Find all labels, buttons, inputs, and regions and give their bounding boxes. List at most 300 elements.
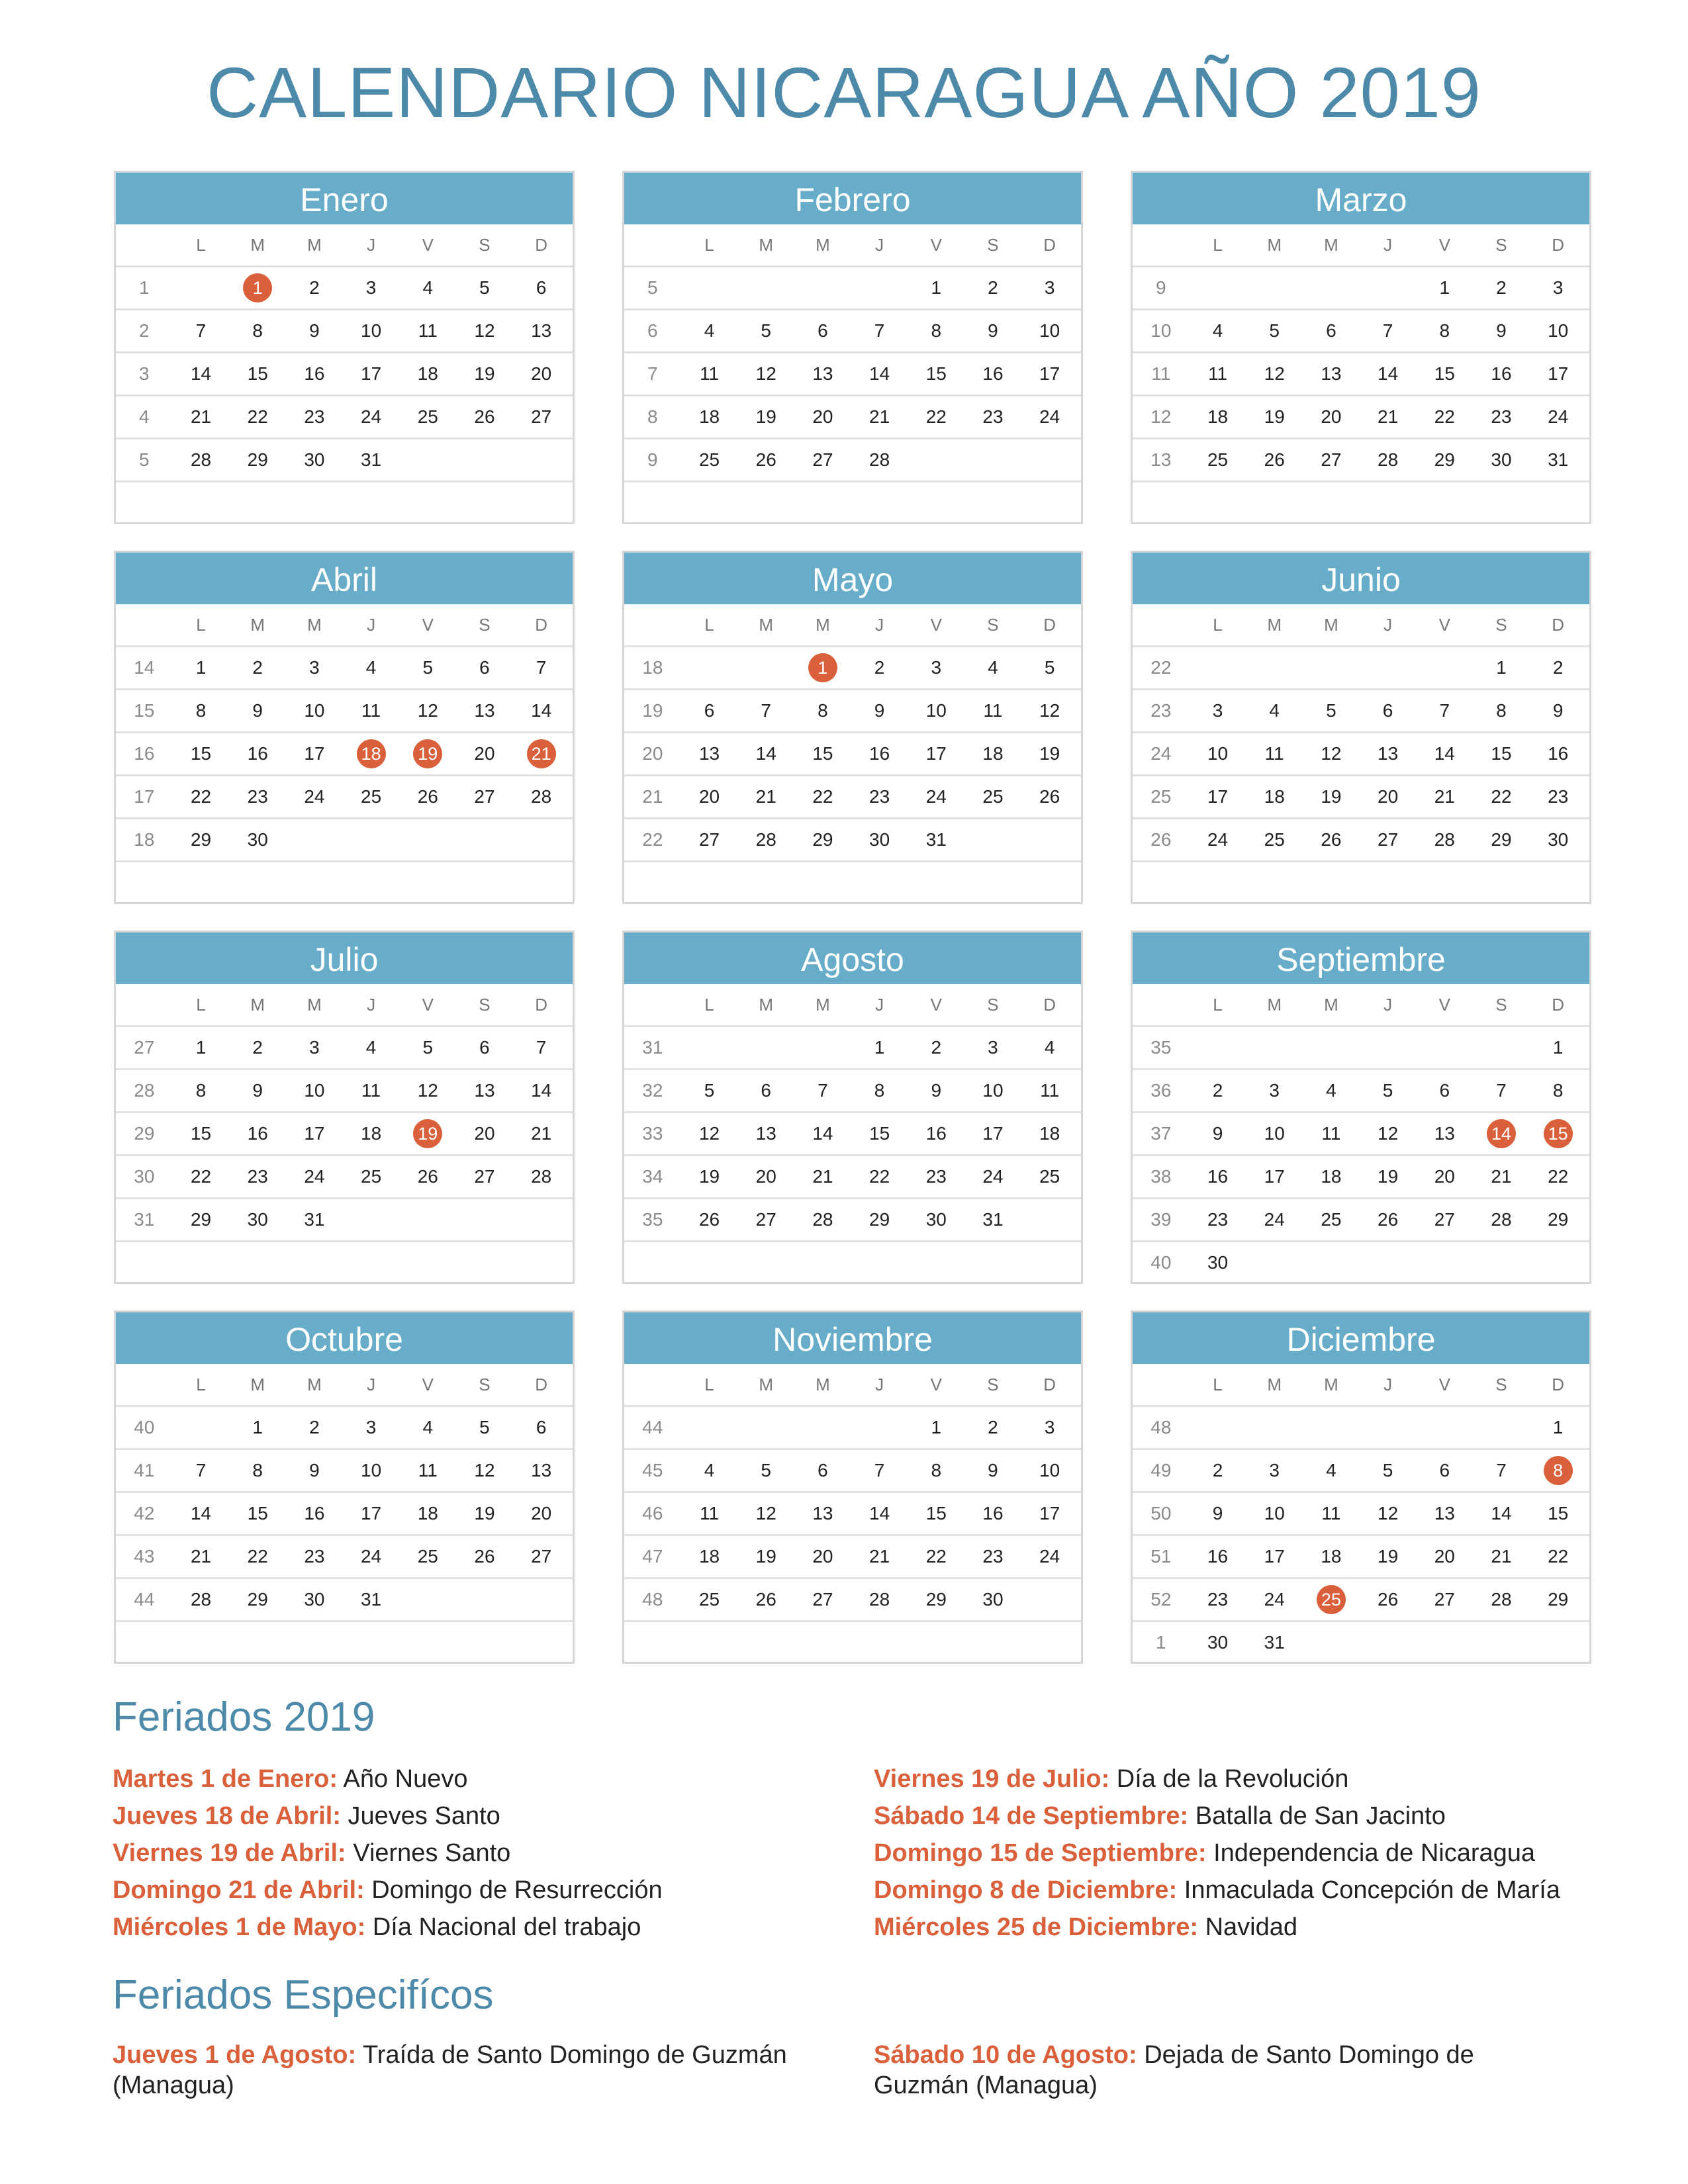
day-cell: 29 xyxy=(1434,449,1455,470)
week-number: 8 xyxy=(647,406,658,427)
day-cell xyxy=(964,862,1021,905)
day-cell xyxy=(1530,1242,1587,1285)
week-number: 15 xyxy=(134,700,155,721)
holiday-marker: 1 xyxy=(808,653,837,682)
day-cell xyxy=(1473,862,1530,905)
day-cell xyxy=(1190,267,1246,308)
day-cell: 5 xyxy=(479,1417,490,1437)
day-cell: 15 xyxy=(247,363,268,384)
day-cell: 24 xyxy=(1207,829,1229,850)
holiday-date: Sábado 10 de Agosto: xyxy=(874,2041,1137,2069)
day-cell: 29 xyxy=(247,449,268,470)
weekday-label: L xyxy=(1213,995,1223,1015)
month-name: Abril xyxy=(116,553,573,604)
day-cell: 9 xyxy=(874,700,885,721)
day-cell: 10 xyxy=(1207,743,1229,764)
weekday-label: L xyxy=(196,235,206,255)
weekday-label: M xyxy=(1267,995,1282,1015)
week-number: 3 xyxy=(139,363,150,384)
especificos-title: Feriados Especifícos xyxy=(113,1972,494,2018)
day-cell: 18 xyxy=(1321,1166,1342,1187)
day-cell xyxy=(1021,1579,1078,1620)
feriados-list-left xyxy=(113,1760,663,1946)
day-cell: 10 xyxy=(1548,320,1569,341)
day-cell xyxy=(456,1199,513,1240)
day-cell: 28 xyxy=(531,1166,552,1187)
day-cell: 3 xyxy=(309,657,320,678)
week-row xyxy=(624,353,1081,396)
week-number-header xyxy=(1133,1364,1190,1405)
weekday-label: J xyxy=(1383,995,1393,1015)
weekday-row xyxy=(1133,1364,1589,1407)
weekday-label: S xyxy=(987,995,999,1015)
week-number: 4 xyxy=(139,406,150,427)
day-cell: 2 xyxy=(252,657,263,678)
month-name: Mayo xyxy=(624,553,1081,604)
day-cell: 12 xyxy=(755,363,776,384)
day-cell: 29 xyxy=(869,1209,890,1230)
day-cell: 26 xyxy=(1378,1589,1399,1610)
day-cell: 6 xyxy=(1439,1460,1450,1480)
weekday-label: M xyxy=(1267,615,1282,635)
week-row xyxy=(1133,1113,1589,1156)
day-cell xyxy=(1190,862,1246,905)
day-cell: 31 xyxy=(925,829,947,850)
day-cell: 6 xyxy=(818,320,828,341)
day-cell xyxy=(456,1242,513,1285)
day-cell: 13 xyxy=(531,320,552,341)
day-cell: 18 xyxy=(361,1123,382,1144)
day-cell: 4 xyxy=(365,657,377,678)
holiday-name: Inmaculada Concepción de María xyxy=(1184,1876,1560,1904)
day-cell xyxy=(399,482,456,525)
weekday-label: D xyxy=(1043,995,1056,1015)
week-row xyxy=(624,439,1081,482)
holiday-item xyxy=(113,1797,663,1835)
holiday-day xyxy=(794,647,851,688)
weekday-label: L xyxy=(1213,235,1223,255)
week-number-header xyxy=(116,1364,173,1405)
day-cell: 10 xyxy=(304,700,325,721)
day-cell: 17 xyxy=(982,1123,1004,1144)
day-cell: 28 xyxy=(869,1589,890,1610)
week-row xyxy=(1133,353,1589,396)
day-cell: 11 xyxy=(1321,1503,1341,1524)
day-cell: 19 xyxy=(1264,406,1285,427)
week-row xyxy=(116,1199,573,1242)
week-number: 46 xyxy=(642,1503,663,1524)
week-number: 25 xyxy=(1150,786,1172,807)
day-cell: 14 xyxy=(1491,1503,1512,1524)
day-cell: 19 xyxy=(1321,786,1342,807)
day-cell xyxy=(908,439,964,480)
week-number xyxy=(1133,482,1190,525)
day-cell: 15 xyxy=(869,1123,890,1144)
week-row xyxy=(1133,1027,1589,1070)
day-cell xyxy=(1303,482,1360,525)
day-cell: 13 xyxy=(474,700,495,721)
weekday-label: V xyxy=(422,995,434,1015)
day-cell: 26 xyxy=(1378,1209,1399,1230)
weekday-label: D xyxy=(1552,615,1565,635)
day-cell: 24 xyxy=(1039,406,1060,427)
day-cell: 14 xyxy=(869,1503,890,1524)
day-cell: 13 xyxy=(1378,743,1399,764)
weekday-label: S xyxy=(479,615,491,635)
day-cell: 30 xyxy=(1207,1632,1229,1653)
day-cell: 11 xyxy=(1040,1080,1060,1101)
weekday-label: D xyxy=(1043,235,1056,255)
week-row xyxy=(116,776,573,819)
day-cell: 12 xyxy=(417,700,438,721)
weekday-label: V xyxy=(1438,235,1450,255)
holiday-item xyxy=(874,1909,1560,1946)
day-cell xyxy=(456,1579,513,1620)
day-cell xyxy=(1246,1027,1303,1068)
month-diciembre xyxy=(1131,1310,1591,1664)
especifico-item xyxy=(113,2040,808,2101)
day-cell: 26 xyxy=(417,786,438,807)
day-cell: 2 xyxy=(1212,1080,1223,1101)
week-row xyxy=(116,482,573,525)
holiday-name: Año Nuevo xyxy=(343,1765,468,1793)
week-number xyxy=(116,1622,173,1665)
day-cell xyxy=(1190,647,1246,688)
day-cell: 10 xyxy=(1039,1460,1060,1480)
week-row xyxy=(1133,690,1589,733)
day-cell xyxy=(794,1622,851,1665)
day-cell: 12 xyxy=(1378,1123,1399,1144)
day-cell: 20 xyxy=(531,363,552,384)
day-cell: 21 xyxy=(190,1546,212,1567)
day-cell xyxy=(1303,1242,1360,1285)
day-cell xyxy=(173,482,230,525)
day-cell xyxy=(737,267,794,308)
day-cell: 29 xyxy=(812,829,833,850)
weekday-label: J xyxy=(1383,1375,1393,1394)
weekday-label: M xyxy=(307,1375,322,1394)
day-cell: 15 xyxy=(190,743,212,764)
week-row xyxy=(116,1156,573,1199)
week-row xyxy=(624,1027,1081,1070)
day-cell: 6 xyxy=(1439,1080,1450,1101)
day-cell: 12 xyxy=(474,320,495,341)
holiday-item xyxy=(113,1760,663,1797)
week-row xyxy=(1133,1242,1589,1285)
week-number: 19 xyxy=(642,700,663,721)
day-cell xyxy=(286,819,343,860)
day-cell xyxy=(343,1199,400,1240)
day-cell: 30 xyxy=(304,1589,325,1610)
day-cell: 8 xyxy=(874,1080,885,1101)
week-row xyxy=(116,690,573,733)
week-number: 16 xyxy=(134,743,155,764)
day-cell: 27 xyxy=(755,1209,776,1230)
week-number: 17 xyxy=(134,786,155,807)
day-cell: 3 xyxy=(1269,1080,1280,1101)
day-cell xyxy=(1021,439,1078,480)
weekday-label: S xyxy=(479,995,491,1015)
day-cell xyxy=(794,1407,851,1448)
day-cell: 3 xyxy=(988,1037,998,1058)
week-row xyxy=(624,647,1081,690)
day-cell xyxy=(229,1622,286,1665)
weekday-label: J xyxy=(367,995,376,1015)
day-cell xyxy=(173,1407,230,1448)
weekday-label: V xyxy=(1438,1375,1450,1394)
day-cell xyxy=(794,1027,851,1068)
week-number-header xyxy=(116,224,173,265)
day-cell xyxy=(681,1407,738,1448)
weekday-label: V xyxy=(930,1375,942,1394)
holiday-item xyxy=(874,1872,1560,1909)
day-cell: 13 xyxy=(755,1123,776,1144)
week-number: 11 xyxy=(1151,363,1171,384)
day-cell: 19 xyxy=(1378,1546,1399,1567)
day-cell xyxy=(737,1407,794,1448)
day-cell xyxy=(286,1622,343,1665)
month-noviembre xyxy=(622,1310,1083,1664)
weekday-label: D xyxy=(535,615,548,635)
day-cell: 6 xyxy=(1382,700,1393,721)
day-cell: 24 xyxy=(982,1166,1004,1187)
day-cell: 17 xyxy=(361,1503,382,1524)
week-row xyxy=(1133,439,1589,482)
holiday-date: Viernes 19 de Abril: xyxy=(113,1839,346,1867)
weekday-label: M xyxy=(307,615,322,635)
holiday-day xyxy=(1303,1579,1360,1620)
day-cell xyxy=(737,862,794,905)
day-cell: 16 xyxy=(982,1503,1004,1524)
day-cell xyxy=(173,1242,230,1285)
day-cell: 4 xyxy=(704,320,715,341)
day-cell xyxy=(286,482,343,525)
day-cell xyxy=(513,819,570,860)
weekday-row xyxy=(1133,984,1589,1027)
day-cell: 7 xyxy=(536,1037,547,1058)
day-cell: 26 xyxy=(1264,449,1285,470)
day-cell: 7 xyxy=(1439,700,1450,721)
day-cell xyxy=(964,819,1021,860)
day-cell xyxy=(286,862,343,905)
week-row xyxy=(1133,647,1589,690)
day-cell: 11 xyxy=(983,700,1003,721)
day-cell: 22 xyxy=(869,1166,890,1187)
weekday-label: S xyxy=(479,1375,491,1394)
week-row xyxy=(624,310,1081,353)
day-cell: 8 xyxy=(1552,1080,1564,1101)
holiday-marker: 8 xyxy=(1544,1456,1573,1485)
day-cell: 27 xyxy=(1321,449,1342,470)
weekday-row xyxy=(1133,604,1589,647)
day-cell: 7 xyxy=(818,1080,828,1101)
day-cell: 19 xyxy=(755,1546,776,1567)
day-cell xyxy=(964,439,1021,480)
holiday-date: Jueves 1 de Agosto: xyxy=(113,2041,357,2069)
day-cell: 15 xyxy=(812,743,833,764)
day-cell xyxy=(1360,1242,1417,1285)
month-septiembre xyxy=(1131,931,1591,1284)
day-cell: 16 xyxy=(247,1123,268,1144)
day-cell xyxy=(343,482,400,525)
day-cell xyxy=(964,1242,1021,1285)
day-cell xyxy=(229,482,286,525)
day-cell: 17 xyxy=(1548,363,1569,384)
day-cell: 10 xyxy=(1039,320,1060,341)
week-number: 6 xyxy=(647,320,658,341)
day-cell: 21 xyxy=(755,786,776,807)
holiday-date: Domingo 21 de Abril: xyxy=(113,1876,365,1904)
weekday-label: D xyxy=(535,995,548,1015)
week-number: 31 xyxy=(134,1209,155,1230)
day-cell: 14 xyxy=(1434,743,1455,764)
day-cell: 1 xyxy=(1496,657,1507,678)
day-cell: 16 xyxy=(247,743,268,764)
week-row xyxy=(116,1407,573,1450)
weekday-label: D xyxy=(535,235,548,255)
day-cell xyxy=(1021,482,1078,525)
day-cell xyxy=(1360,862,1417,905)
day-cell: 31 xyxy=(1264,1632,1285,1653)
day-cell xyxy=(794,482,851,525)
day-cell: 17 xyxy=(1207,786,1229,807)
day-cell xyxy=(851,1622,908,1665)
day-cell xyxy=(1416,647,1473,688)
day-cell: 14 xyxy=(812,1123,833,1144)
week-row xyxy=(1133,733,1589,776)
weekday-label: L xyxy=(704,1375,714,1394)
day-cell: 30 xyxy=(1207,1252,1229,1273)
day-cell: 9 xyxy=(988,320,998,341)
week-row xyxy=(624,1242,1081,1285)
day-cell: 22 xyxy=(247,406,268,427)
week-row xyxy=(624,776,1081,819)
week-number-header xyxy=(624,1364,681,1405)
day-cell: 28 xyxy=(531,786,552,807)
day-cell: 7 xyxy=(536,657,547,678)
day-cell xyxy=(1246,1242,1303,1285)
day-cell xyxy=(229,1242,286,1285)
week-row xyxy=(1133,1493,1589,1536)
day-cell: 4 xyxy=(422,277,434,298)
day-cell xyxy=(851,1242,908,1285)
day-cell xyxy=(399,1242,456,1285)
holiday-item xyxy=(113,1909,663,1946)
day-cell: 12 xyxy=(698,1123,720,1144)
week-row xyxy=(624,1156,1081,1199)
day-cell: 31 xyxy=(361,449,382,470)
week-row xyxy=(624,267,1081,310)
day-cell: 21 xyxy=(869,406,890,427)
day-cell: 28 xyxy=(1378,449,1399,470)
day-cell: 20 xyxy=(755,1166,776,1187)
weekday-row xyxy=(116,984,573,1027)
day-cell xyxy=(1303,647,1360,688)
week-number: 39 xyxy=(1150,1209,1172,1230)
especificos-left xyxy=(113,2040,808,2101)
week-number: 42 xyxy=(134,1503,155,1524)
week-number-header xyxy=(624,224,681,265)
week-row xyxy=(624,1622,1081,1665)
weekday-label: M xyxy=(1324,995,1338,1015)
day-cell: 15 xyxy=(247,1503,268,1524)
weekday-row xyxy=(624,224,1081,267)
day-cell xyxy=(1190,482,1246,525)
day-cell xyxy=(173,267,230,308)
day-cell: 6 xyxy=(704,700,715,721)
day-cell: 20 xyxy=(474,743,495,764)
weekday-label: V xyxy=(1438,995,1450,1015)
week-number: 44 xyxy=(642,1417,663,1437)
day-cell xyxy=(513,1242,570,1285)
weekday-label: M xyxy=(1267,235,1282,255)
day-cell: 23 xyxy=(304,406,325,427)
week-number: 36 xyxy=(1150,1080,1172,1101)
week-number: 5 xyxy=(139,449,150,470)
day-cell: 4 xyxy=(1326,1460,1336,1480)
day-cell: 16 xyxy=(304,1503,325,1524)
week-row xyxy=(116,310,573,353)
holiday-marker: 1 xyxy=(243,273,272,302)
day-cell xyxy=(681,647,738,688)
week-number-header xyxy=(1133,604,1190,645)
day-cell: 31 xyxy=(304,1209,325,1230)
month-agosto xyxy=(622,931,1083,1284)
day-cell: 11 xyxy=(1321,1123,1341,1144)
day-cell: 3 xyxy=(1044,1417,1055,1437)
month-abril xyxy=(114,551,575,904)
day-cell: 11 xyxy=(699,363,720,384)
day-cell: 15 xyxy=(925,363,947,384)
day-cell xyxy=(1473,1027,1530,1068)
day-cell xyxy=(1021,1622,1078,1665)
day-cell: 7 xyxy=(874,1460,885,1480)
day-cell xyxy=(1473,1622,1530,1665)
day-cell: 10 xyxy=(982,1080,1004,1101)
day-cell: 8 xyxy=(195,700,207,721)
day-cell xyxy=(737,482,794,525)
day-cell: 8 xyxy=(252,1460,263,1480)
day-cell xyxy=(908,862,964,905)
holiday-name: Jueves Santo xyxy=(348,1802,500,1830)
weekday-row xyxy=(624,604,1081,647)
day-cell: 23 xyxy=(925,1166,947,1187)
weekday-label: D xyxy=(1552,995,1565,1015)
week-number: 18 xyxy=(642,657,663,678)
day-cell: 18 xyxy=(1264,786,1285,807)
week-number xyxy=(624,482,681,525)
month-name: Diciembre xyxy=(1133,1312,1589,1364)
week-number: 48 xyxy=(1150,1417,1172,1437)
day-cell: 7 xyxy=(1382,320,1393,341)
day-cell: 30 xyxy=(982,1589,1004,1610)
week-row xyxy=(624,1536,1081,1579)
day-cell xyxy=(1416,1622,1473,1665)
day-cell xyxy=(1473,1407,1530,1448)
day-cell: 9 xyxy=(1212,1123,1223,1144)
day-cell: 6 xyxy=(1326,320,1336,341)
day-cell xyxy=(964,1622,1021,1665)
day-cell xyxy=(513,439,570,480)
day-cell xyxy=(1246,267,1303,308)
week-number: 44 xyxy=(134,1589,155,1610)
week-row xyxy=(1133,267,1589,310)
day-cell xyxy=(851,862,908,905)
day-cell: 23 xyxy=(1207,1209,1229,1230)
week-row xyxy=(624,1493,1081,1536)
holiday-day xyxy=(399,733,456,774)
day-cell: 6 xyxy=(761,1080,771,1101)
